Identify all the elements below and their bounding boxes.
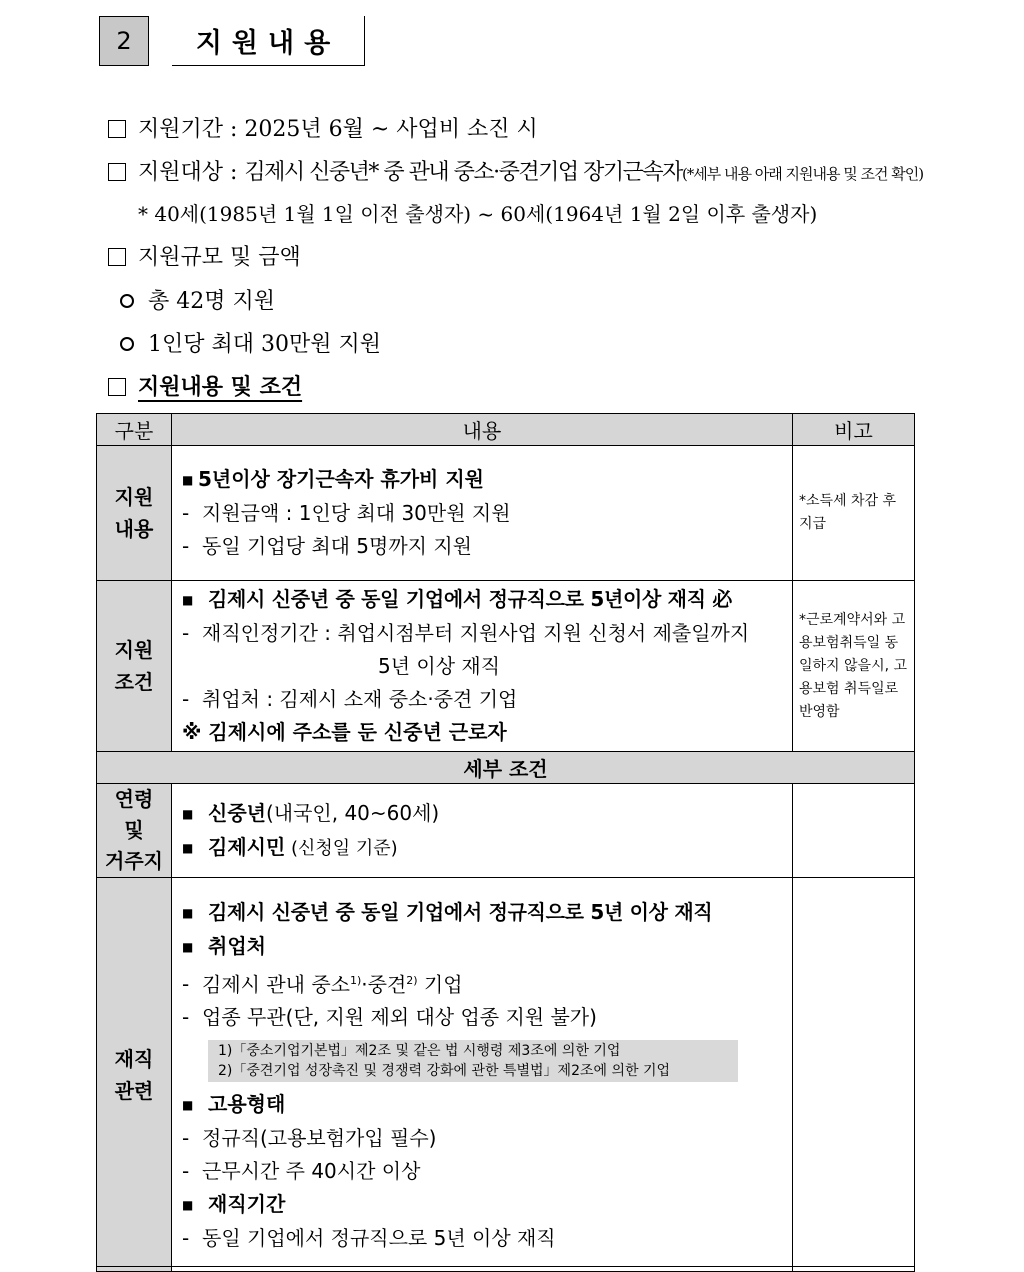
section-title: 지원내용 [172,16,365,66]
square-bullet-icon: ■ [182,593,194,607]
row-label-age: 연령 및 거주지 [97,784,172,878]
bottom-rule [96,1266,914,1267]
row-label-employment: 재직 관련 [97,878,172,1272]
circle-bullet-icon [120,294,134,308]
scale-item: 1인당 최대 30만원 지원 [120,327,381,358]
header-content: 내용 [172,414,793,446]
header-remarks: 비고 [793,414,915,446]
support-content: ■ 5년이상 장기근속자 휴가비 지원 - 지원금액 : 1인당 최대 30만원 지원 - 동일 기업당 최대 5명까지 지원 [172,446,793,581]
detail-header: 세부 조건 [97,752,915,784]
row-label-support: 지원 내용 [97,446,172,581]
age-note: * 40세(1985년 1월 1일 이전 출생자) ~ 60세(1964년 1월 2일 이후 출생자) [138,202,818,226]
support-note: *소득세 차감 후 지급 [793,446,915,581]
checkbox-icon [108,120,126,138]
period-line: 지원기간 : 2025년 6월 ~ 사업비 소진 시 [108,112,538,143]
square-bullet-icon: ■ [182,1198,194,1213]
square-bullet-icon: ■ [182,473,194,487]
age-note-empty [793,784,915,878]
footnote-box: 1)「중소기업기본법」제2조 및 같은 법 시행령 제3조에 의한 기업 2)「중견기업 성장촉진 및 경쟁력 강화에 관한 특별법」제2조에 의한 기업 [208,1040,738,1082]
row-label-conditions: 지원 조건 [97,581,172,752]
scale-heading: 지원규모 및 금액 [108,240,301,271]
support-table [96,413,915,1272]
square-bullet-icon: ■ [182,1098,194,1113]
section-number: 2 [99,16,149,66]
employment-note-empty [793,878,915,1272]
conditions-note: *근로계약서와 고용보험취득일 동일하지 않을시, 고용보험 취득일로 반영함 [793,581,915,752]
conditions-content: ■ 김제시 신중년 중 동일 기업에서 정규직으로 5년이상 재직 必 - 재직인정기간 : 취업시점부터 지원사업 지원 신청서 제출일까지 5년 이상 재직 - 취업처 : 김제시 소재 중소·중견 기업 ※ 김제시에 주소를 둔 신중년 근로자 [172,581,793,752]
scale-item: 총 42명 지원 [120,284,275,315]
checkbox-icon [108,378,126,396]
square-bullet-icon: ■ [182,905,194,920]
conditions-heading: 지원내용 및 조건 [108,370,302,401]
header-category: 구분 [97,414,172,446]
circle-bullet-icon [120,337,134,351]
employment-content: ■ 김제시 신중년 중 동일 기업에서 정규직으로 5년 이상 재직 ■ 취업처 - 김제시 관내 중소$^{1)}$·중견$^{2)}$ 기업 - 업종 무관(단, 지원 제외 대상 업종 지원 불가) 1)「중소기업기본법」제2조 및 같은 법 시행령 제3조에 의한 기업 2)「중견기업 성장촉진 및 경쟁력 강화에 관한 특별법」제2조에 의한 기업 ■ 고용형태 - 정규직(고용보험가입 필수) - 근무시간 주 40시간 이상 ■ 재직기간 - 동일 기업에서 정규직으로 5년 이상 재직 [172,878,793,1272]
target-line: 지원대상 : 김제시 신중년* 중 관내 중소·중견기업 장기근속자(*세부 내용 아래 지원내용 및 조건 확인) [108,155,923,186]
square-bullet-icon: ■ [182,840,194,855]
age-content: ■ 신중년(내국인, 40~60세) ■ 김제시민 (신청일 기준) [172,784,793,878]
checkbox-icon [108,248,126,266]
square-bullet-icon: ■ [182,939,194,954]
square-bullet-icon: ■ [182,806,194,821]
checkbox-icon [108,163,126,181]
